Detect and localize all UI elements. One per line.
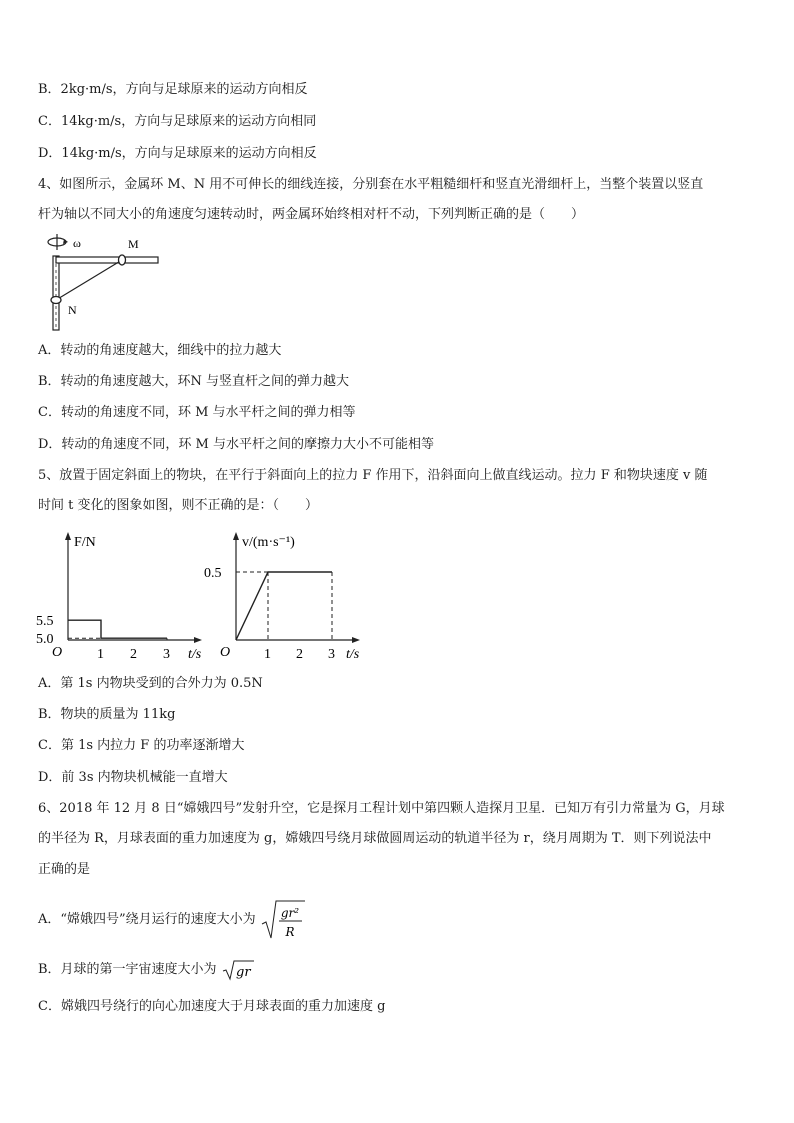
y-axis-arrow-icon <box>233 532 239 540</box>
y-tick-label: 0.5 <box>204 566 222 581</box>
string-line <box>56 260 122 300</box>
y-axis-arrow-icon <box>65 532 71 540</box>
q6-option-a-text: A．“嫦娥四号”绕月运行的速度大小为 <box>38 912 256 927</box>
q5-stem-line1: 5、放置于固定斜面上的物块，在平行于斜面向上的拉力 F 作用下，沿斜面向上做直线运动。拉力 F 和物块速度 v 随 <box>38 468 708 483</box>
y-axis-label: F/N <box>74 535 96 550</box>
q6-option-c: C．嫦娥四号绕行的向心加速度大于月球表面的重力加速度 g <box>38 999 386 1014</box>
y-axis-label: v/(m·s⁻¹) <box>242 535 295 550</box>
force-time-chart <box>38 528 213 668</box>
q6-stem-line1: 6、2018 年 12 月 8 日“嫦娥四号”发射升空，它是探月工程计划中第四颗人造探月卫星．已知万有引力常量为 G，月球 <box>38 801 725 816</box>
q5-option-d: D．前 3s 内物块机械能一直增大 <box>38 770 228 785</box>
formula-radicand: gr <box>235 964 251 980</box>
series-line <box>68 620 167 638</box>
label-m: M <box>128 237 139 251</box>
q6-stem-line2: 的半径为 R，月球表面的重力加速度为 g，嫦娥四号绕月球做圆周运动的轨道半径为 r，绕月周期为 T．则下列说法中 <box>38 831 712 846</box>
x-tick-label: 3 <box>328 647 335 662</box>
x-tick-label: 1 <box>264 647 271 662</box>
horizontal-rod <box>56 257 158 263</box>
series-line <box>236 572 332 640</box>
q4-option-d: D．转动的角速度不同，环 M 与水平杆之间的摩擦力大小不可能相等 <box>38 437 434 452</box>
q4-rotating-rods-figure <box>40 232 170 332</box>
q5-stem-line2: 时间 t 变化的图象如图，则不正确的是：（ ） <box>38 498 318 513</box>
x-tick-label: 2 <box>130 647 137 662</box>
q4-stem-line2: 杆为轴以不同大小的角速度匀速转动时，两金属环始终相对杆不动，下列判断正确的是（ ） <box>38 207 585 222</box>
sqrt-formula <box>221 959 255 981</box>
formula-numerator: gr² <box>280 905 299 920</box>
q6-option-b-text: B．月球的第一宇宙速度大小为 <box>38 962 217 977</box>
x-axis-arrow-icon <box>194 637 202 643</box>
q4-stem-line1: 4、如图所示，金属环 M、N 用不可伸长的细线连接，分别套在水平粗糙细杆和竖直光滑细杆上，当整个装置以竖直 <box>38 177 704 192</box>
velocity-time-chart <box>204 528 375 668</box>
x-tick-label: 2 <box>296 647 303 662</box>
ring-m <box>119 255 126 265</box>
y-tick-label: 5.0 <box>36 632 54 648</box>
q6-stem-line3: 正确的是 <box>38 862 91 877</box>
q3-option-b: B．2kg·m/s，方向与足球原来的运动方向相反 <box>38 82 308 97</box>
q6-option-b <box>38 958 255 982</box>
x-axis-label: t/s <box>188 647 202 662</box>
q3-option-d: D．14kg·m/s，方向与足球原来的运动方向相反 <box>38 146 317 161</box>
origin-label: O <box>220 645 231 660</box>
q5-option-a: A．第 1s 内物块受到的合外力为 0.5N <box>38 676 263 691</box>
x-axis-arrow-icon <box>352 637 360 643</box>
q4-option-a: A．转动的角速度越大，细线中的拉力越大 <box>38 343 282 358</box>
q6-option-a <box>38 896 306 944</box>
x-axis-label: t/s <box>346 647 360 662</box>
label-n: N <box>68 303 77 317</box>
y-tick-label: 5.5 <box>36 614 54 630</box>
q4-option-b: B．转动的角速度越大，环N 与竖直杆之间的弹力越大 <box>38 374 350 389</box>
q5-option-b: B．物块的质量为 11kg <box>38 707 176 722</box>
omega-label: ω <box>73 236 81 250</box>
q3-option-c: C．14kg·m/s，方向与足球原来的运动方向相同 <box>38 114 317 129</box>
sqrt-fraction-formula <box>260 898 306 942</box>
q4-option-c: C．转动的角速度不同，环 M 与水平杆之间的弹力相等 <box>38 405 356 420</box>
x-tick-label: 3 <box>163 647 170 662</box>
q5-option-c: C．第 1s 内拉力 F 的功率逐渐增大 <box>38 738 245 753</box>
x-tick-label: 1 <box>97 647 104 662</box>
origin-label: O <box>52 645 63 660</box>
formula-denominator: R <box>285 924 295 939</box>
ring-n <box>51 297 61 304</box>
